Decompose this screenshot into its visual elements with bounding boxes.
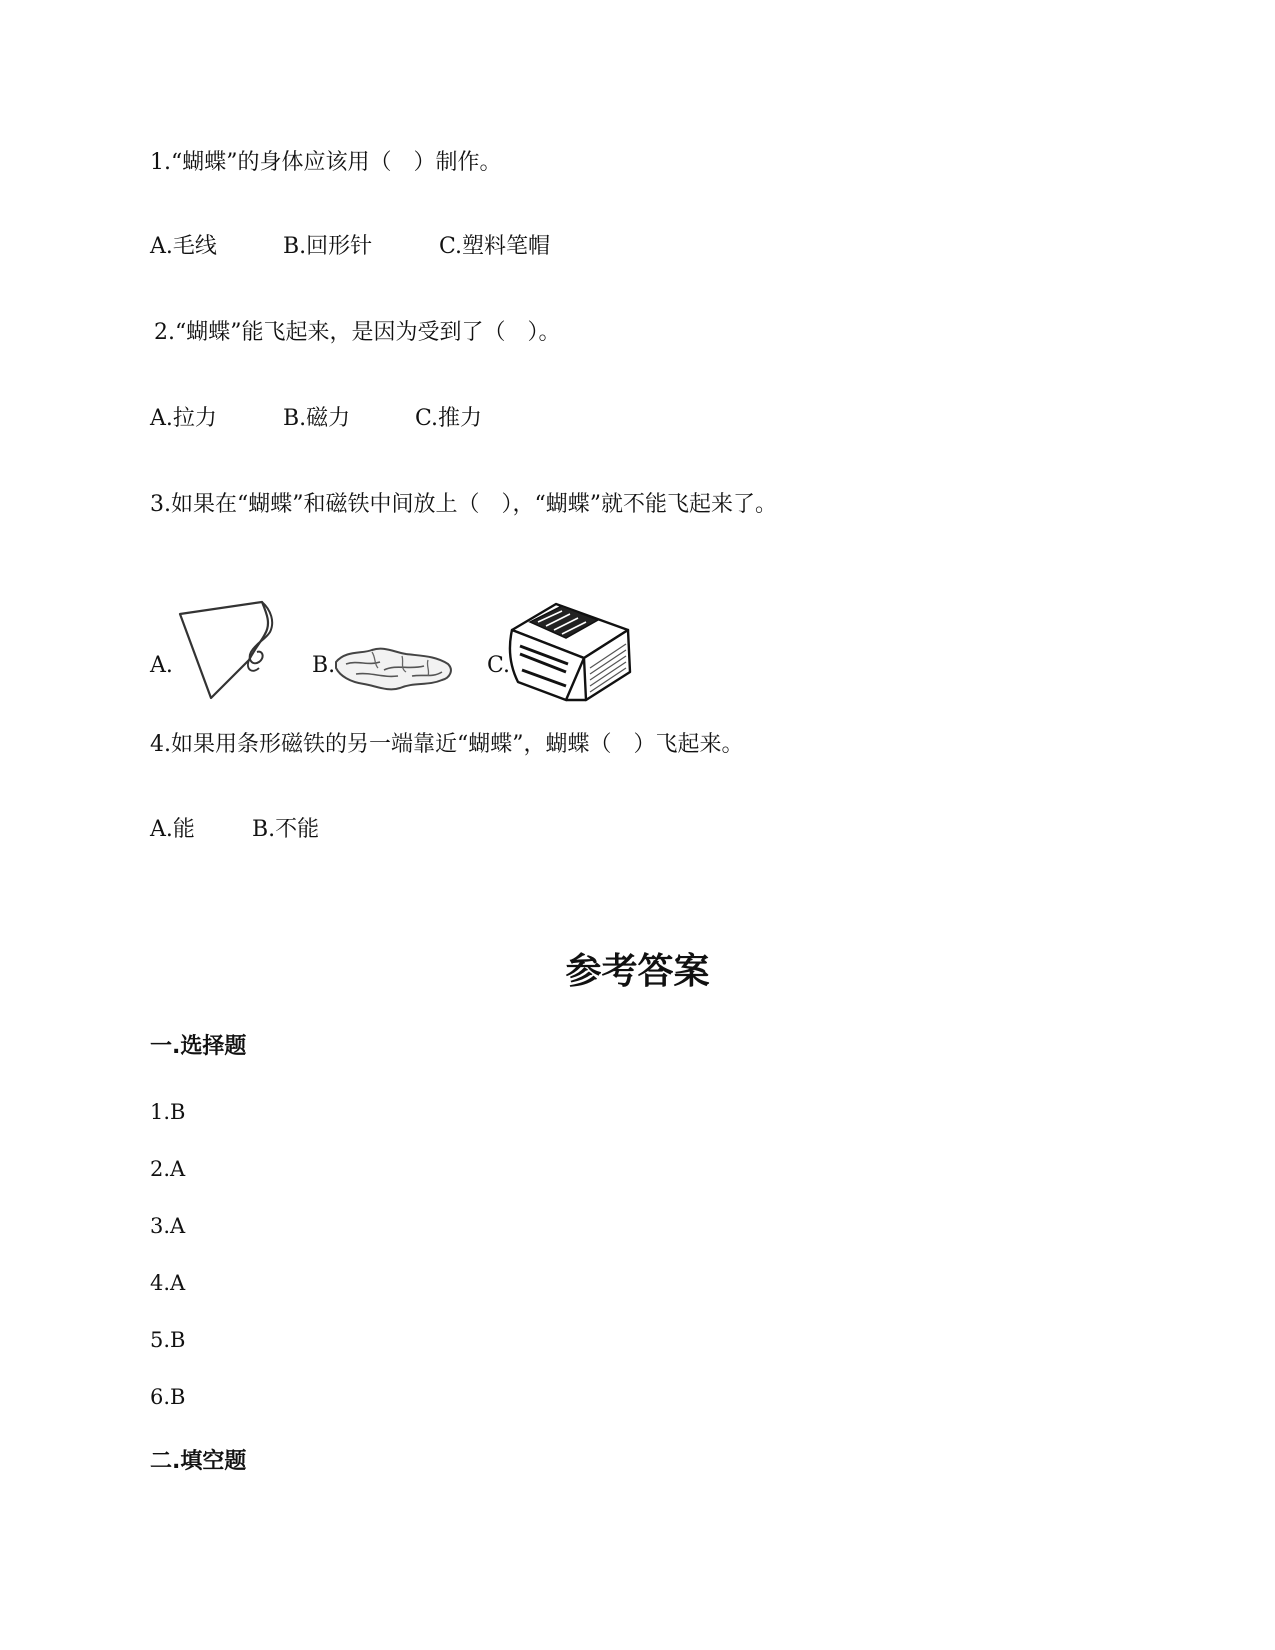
- question-4-options: [150, 815, 319, 845]
- option-a: A.毛线: [150, 234, 217, 259]
- section-choice-heading: 一.选择题: [150, 1034, 247, 1059]
- answer-item: 3.A: [150, 1214, 186, 1238]
- section-fill-heading: 二.填空题: [150, 1449, 247, 1474]
- book-icon: [508, 602, 638, 702]
- picture-option-b-label: B.: [312, 653, 336, 678]
- picture-option-a-label: A.: [150, 653, 173, 678]
- answer-key-title: 参考答案: [565, 951, 710, 992]
- picture-option-c-label: C.: [487, 653, 511, 678]
- question-2-options: [150, 404, 482, 434]
- option-a: A.能: [150, 817, 195, 842]
- answer-item: 1.B: [150, 1100, 186, 1124]
- option-a: A.拉力: [150, 406, 217, 431]
- answer-item: 4.A: [150, 1271, 186, 1295]
- question-2-stem: 2.“蝴蝶”能飞起来，是因为受到了（ ）。: [154, 320, 561, 345]
- cloth-icon: [332, 640, 457, 695]
- question-3-stem: 3.如果在“蝴蝶”和磁铁中间放上（ ），“蝴蝶”就不能飞起来了。: [150, 492, 777, 517]
- answer-item: 5.B: [150, 1328, 186, 1352]
- answer-item: 2.A: [150, 1157, 186, 1181]
- option-c: C.塑料笔帽: [439, 234, 551, 259]
- question-4-stem: 4.如果用条形磁铁的另一端靠近“蝴蝶”，蝴蝶（ ）飞起来。: [150, 732, 744, 757]
- paper-sheet-icon: [175, 600, 285, 700]
- question-1-options: [150, 232, 550, 262]
- option-b: B.磁力: [283, 406, 351, 431]
- question-1-stem: 1.“蝴蝶”的身体应该用（ ）制作。: [150, 150, 502, 175]
- option-b: B.不能: [252, 817, 320, 842]
- option-b: B.回形针: [283, 234, 373, 259]
- answer-item: 6.B: [150, 1385, 186, 1409]
- option-c: C.推力: [415, 406, 483, 431]
